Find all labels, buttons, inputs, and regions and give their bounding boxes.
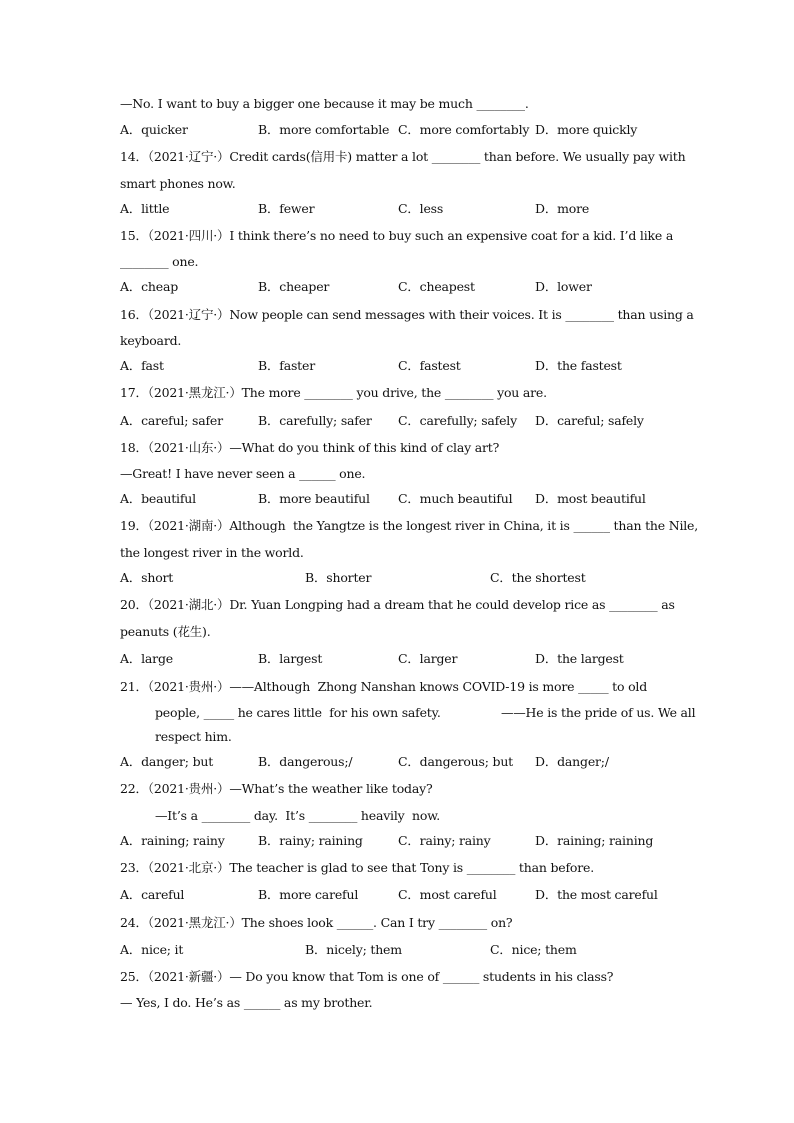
q14-text-cont: smart phones now. (120, 176, 236, 191)
q20-option-a: A．large (120, 651, 173, 666)
q18-option-a: A．beautiful (120, 491, 196, 506)
q13-option-d: D．more quickly (535, 122, 638, 137)
q21-option-d: D．danger;/ (535, 754, 609, 769)
q23-option-d: D．the most careful (535, 887, 658, 902)
q15-option-b: B．cheaper (258, 279, 330, 294)
q19-text-cont: the longest river in the world. (120, 545, 304, 560)
q14-option-c: C．less (398, 201, 444, 216)
q25-text: 25．（2021·新疆·）— Do you know that Tom is one of ______ students in his class? (120, 969, 614, 984)
q18-option-d: D．most beautiful (535, 491, 646, 506)
q21-option-c: C．dangerous; but (398, 754, 513, 769)
q16-option-d: D．the fastest (535, 358, 622, 373)
q22-option-a: A．raining; rainy (120, 833, 225, 848)
q20-text-cont: peanuts (花生). (120, 624, 211, 639)
q23-option-a: A．careful (120, 887, 185, 902)
q18-text-cont: —Great! I have never seen a ______ one. (120, 466, 366, 481)
q24-text: 24．（2021·黑龙江·）The shoes look ______. Can I try ________ on? (120, 915, 513, 930)
q14-option-d: D．more (535, 201, 590, 216)
q16-text-cont: keyboard. (120, 333, 182, 348)
q13-text-tail: —No. I want to buy a bigger one because it may be much ________. (120, 96, 529, 111)
q15-option-a: A．cheap (120, 279, 179, 294)
q21-option-a: A．danger; but (120, 754, 214, 769)
q15-text: 15．（2021·四川·）I think there’s no need to buy such an expensive coat for a kid. I’d like a (120, 228, 674, 243)
q22-option-d: D．raining; raining (535, 833, 654, 848)
q22-option-c: C．rainy; rainy (398, 833, 491, 848)
q21-option-b: B．dangerous;/ (258, 754, 353, 769)
q22-text: 22．（2021·贵州·）—What’s the weather like today? (120, 781, 433, 796)
q24-option-c: C．nice; them (490, 942, 577, 957)
q18-option-b: B．more beautiful (258, 491, 370, 506)
q18-option-c: C．much beautiful (398, 491, 513, 506)
q22-option-b: B．rainy; raining (258, 833, 363, 848)
q19-text: 19．（2021·湖南·）Although the Yangtze is the longest river in China, it is ______ than the Nile, (120, 518, 699, 533)
q17-option-b: B．carefully; safer (258, 413, 372, 428)
q17-option-c: C．carefully; safely (398, 413, 517, 428)
q15-text-cont: ________ one. (120, 254, 199, 269)
q19-option-a: A．short (120, 570, 174, 585)
q21-text-cont-2: respect him. (155, 729, 232, 744)
q14-option-b: B．fewer (258, 201, 315, 216)
q16-option-b: B．faster (258, 358, 315, 373)
q20-option-d: D．the largest (535, 651, 624, 666)
q17-text: 17．（2021·黑龙江·）The more ________ you drive, the ________ you are. (120, 385, 547, 400)
q23-text: 23．（2021·北京·）The teacher is glad to see that Tony is ________ than before. (120, 860, 594, 875)
q21-text: 21．（2021·贵州·）——Although Zhong Nanshan knows COVID-19 is more _____ to old (120, 679, 647, 694)
q14-text: 14．（2021·辽宁·）Credit cards(信用卡) matter a lot ________ than before. We usually pay with (120, 149, 686, 164)
q20-option-c: C．larger (398, 651, 458, 666)
q13-option-a: A．quicker (120, 122, 188, 137)
q14-option-a: A．little (120, 201, 170, 216)
q24-option-a: A．nice; it (120, 942, 184, 957)
q15-option-c: C．cheapest (398, 279, 475, 294)
q19-option-b: B．shorter (305, 570, 372, 585)
q23-option-b: B．more careful (258, 887, 359, 902)
q20-text: 20．（2021·湖北·）Dr. Yuan Longping had a dream that he could develop rice as ________ as (120, 597, 675, 612)
q19-option-c: C．the shortest (490, 570, 586, 585)
q16-option-c: C．fastest (398, 358, 461, 373)
q23-option-c: C．most careful (398, 887, 497, 902)
q13-option-b: B．more comfortable (258, 122, 390, 137)
q16-text: 16．（2021·辽宁·）Now people can send messages with their voices. It is ________ than using a (120, 307, 694, 322)
q24-option-b: B．nicely; them (305, 942, 402, 957)
q17-option-d: D．careful; safely (535, 413, 644, 428)
q15-option-d: D．lower (535, 279, 592, 294)
q20-option-b: B．largest (258, 651, 323, 666)
q17-option-a: A．careful; safer (120, 413, 223, 428)
q13-option-c: C．more comfortably (398, 122, 530, 137)
q22-text-cont: —It’s a ________ day. It’s ________ heavily now. (155, 808, 441, 823)
q21-text-cont: people, _____ he cares little for his own safety. ——He is the pride of us. We all (155, 705, 696, 720)
q18-text: 18．（2021·山东·）—What do you think of this kind of clay art? (120, 440, 500, 455)
q25-text-cont: — Yes, I do. He’s as ______ as my brother. (120, 995, 373, 1010)
q16-option-a: A．fast (120, 358, 164, 373)
